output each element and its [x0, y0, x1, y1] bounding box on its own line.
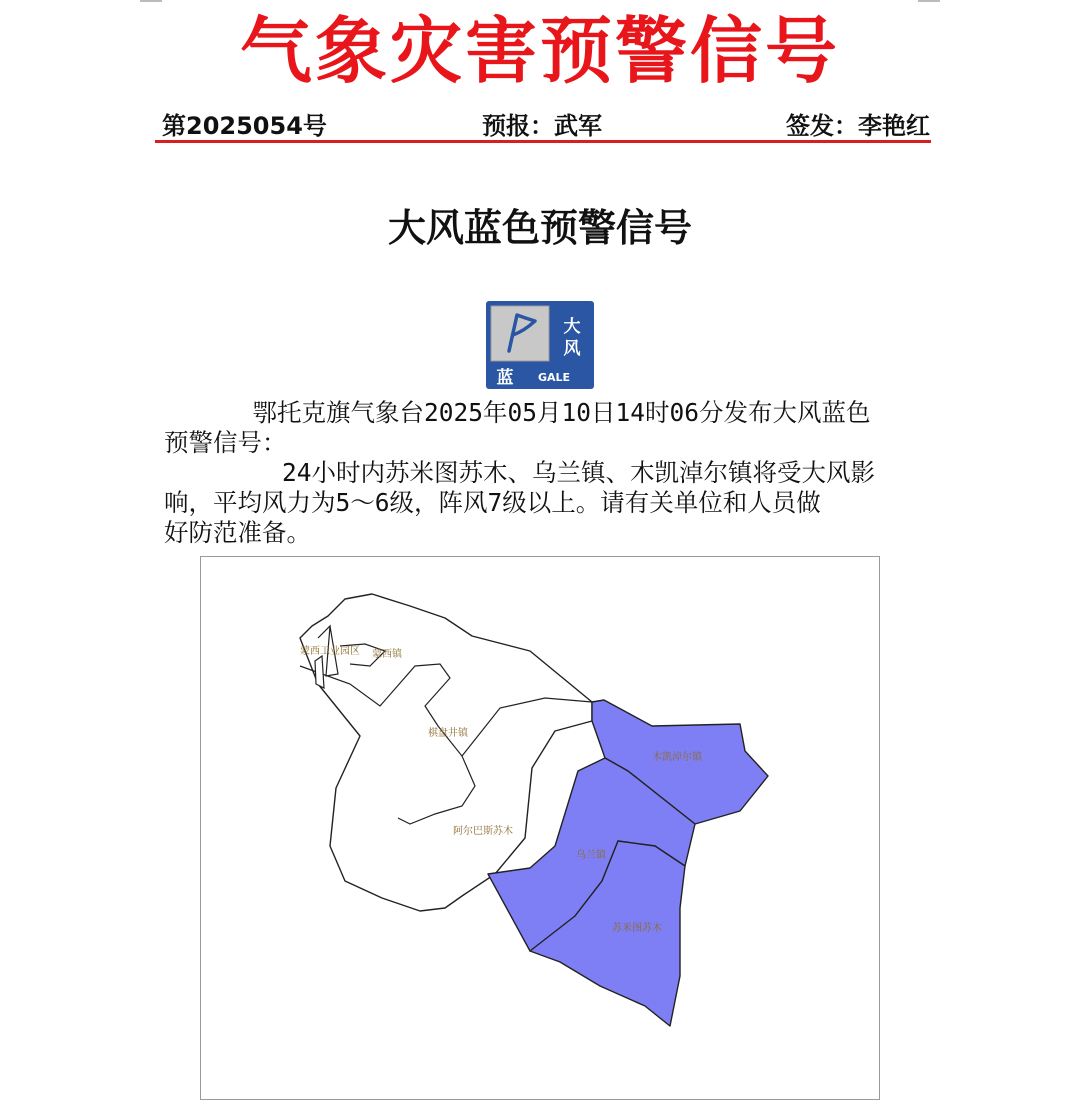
label-aerbasi: 阿尔巴斯苏木: [453, 826, 513, 837]
label-park: 蒙西工业园区: [300, 646, 360, 657]
icon-level-char: 蓝: [496, 368, 514, 388]
label-muhkainaoer: 木凯淖尔镇: [652, 752, 702, 763]
icon-english: GALE: [537, 371, 571, 384]
icon-char-1: 大: [563, 317, 581, 337]
top-edge-mark-left: [140, 0, 162, 2]
top-edge-mark-right: [918, 0, 940, 2]
forecaster: 预报：武军: [482, 112, 602, 140]
icon-char-2: 风: [563, 339, 581, 359]
warning-body: 鄂托克旗气象台2025年05月10日14时06分发布大风蓝色 预警信号： 24小时内苏米图苏木、乌兰镇、木凯淖尔镇将受大风影 响，平均风力为5～6级，阵风7级以上。请有关单位和人员做 好防范准备。: [164, 398, 876, 547]
warning-title: 大风蓝色预警信号: [387, 206, 692, 250]
label-qipanjing: 棋盘井镇: [428, 728, 468, 739]
document-number: 第2025054号: [162, 112, 327, 140]
gale-blue-warning-icon: [486, 301, 594, 389]
border-city-strip: [315, 656, 324, 688]
label-wulan: 乌兰镇: [576, 850, 606, 861]
label-mengxi: 蒙西镇: [372, 649, 402, 660]
document-title: 气象灾害预警信号: [239, 9, 840, 93]
header-divider: [155, 140, 931, 143]
label-sumitu: 苏米图苏木: [612, 923, 662, 934]
issuer: 签发：李艳红: [786, 112, 930, 140]
region-map: [200, 556, 880, 1100]
